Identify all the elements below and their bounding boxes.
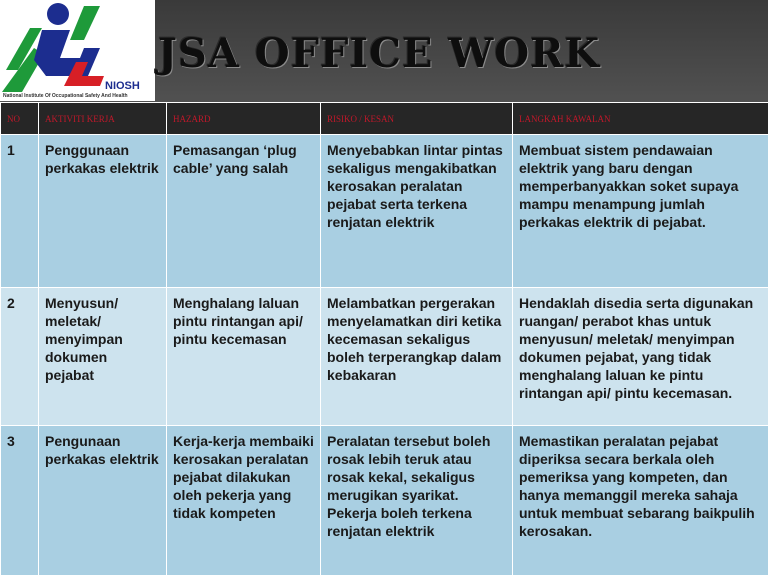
cell-langkah: Hendaklah disedia serta digunakan ruangan/ perabot khas untuk menyusun/ meletak/ menyimpan dokumen pejabat, yang tidak menghalang laluan ke pintu rintangan api/ pintu kecemasan. (513, 288, 768, 426)
cell-aktiviti: Menyusun/ meletak/ menyimpan dokumen pejabat (39, 288, 167, 426)
logo-name: NIOSH (105, 80, 140, 92)
header-hazard: HAZARD (167, 103, 321, 135)
cell-hazard: Pemasangan ‘plug cable’ yang salah (167, 135, 321, 288)
cell-aktiviti: Penggunaan perkakas elektrik (39, 135, 167, 288)
logo-subtitle: National Institute Of Occupational Safety And Health (3, 93, 128, 99)
table-row (1, 135, 768, 288)
cell-risiko-line2: Pekerja boleh terkena renjatan elektrik (327, 505, 472, 539)
cell-aktiviti: Pengunaan perkakas elektrik (39, 426, 167, 576)
cell-risiko: Melambatkan pergerakan menyelamatkan diri ketika kecemasan sekaligus boleh terperangkap dalam kebakaran (321, 288, 513, 426)
table-header-row (1, 103, 768, 135)
cell-langkah: Memastikan peralatan pejabat diperiksa secara berkala oleh pemeriksa yang kompeten, dan hanya memanggil mereka sahaja untuk membuat sebarang baikpulih kerosakan. (513, 426, 768, 576)
header-aktiviti: AKTIVITI KERJA (39, 103, 167, 135)
jsa-table (0, 102, 768, 576)
cell-hazard: Menghalang laluan pintu rintangan api/ pintu kecemasan (167, 288, 321, 426)
page-title: JSA OFFICE WORK (158, 30, 601, 77)
cell-risiko (321, 426, 513, 576)
table-row (1, 288, 768, 426)
header-no: NO (1, 103, 39, 135)
cell-no: 1 (1, 135, 39, 288)
table-row (1, 426, 768, 576)
cell-no: 3 (1, 426, 39, 576)
niosh-logo (0, 0, 155, 101)
header-langkah: LANGKAH KAWALAN (513, 103, 768, 135)
cell-hazard: Kerja-kerja membaiki kerosakan peralatan pejabat dilakukan oleh pekerja yang tidak kompeten (167, 426, 321, 576)
cell-langkah: Membuat sistem pendawaian elektrik yang baru dengan memperbanyakkan soket supaya mampu menampung jumlah perkakas elektrik di pejabat. (513, 135, 768, 288)
cell-no: 2 (1, 288, 39, 426)
cell-risiko: Menyebabkan lintar pintas sekaligus mengakibatkan kerosakan peralatan pejabat serta terkena renjatan elektrik (321, 135, 513, 288)
header-risiko: RISIKO / KESAN (321, 103, 513, 135)
cell-risiko-line1: Peralatan tersebut boleh rosak lebih teruk atau rosak kekal, sekaligus merugikan syarikat. (327, 433, 491, 503)
